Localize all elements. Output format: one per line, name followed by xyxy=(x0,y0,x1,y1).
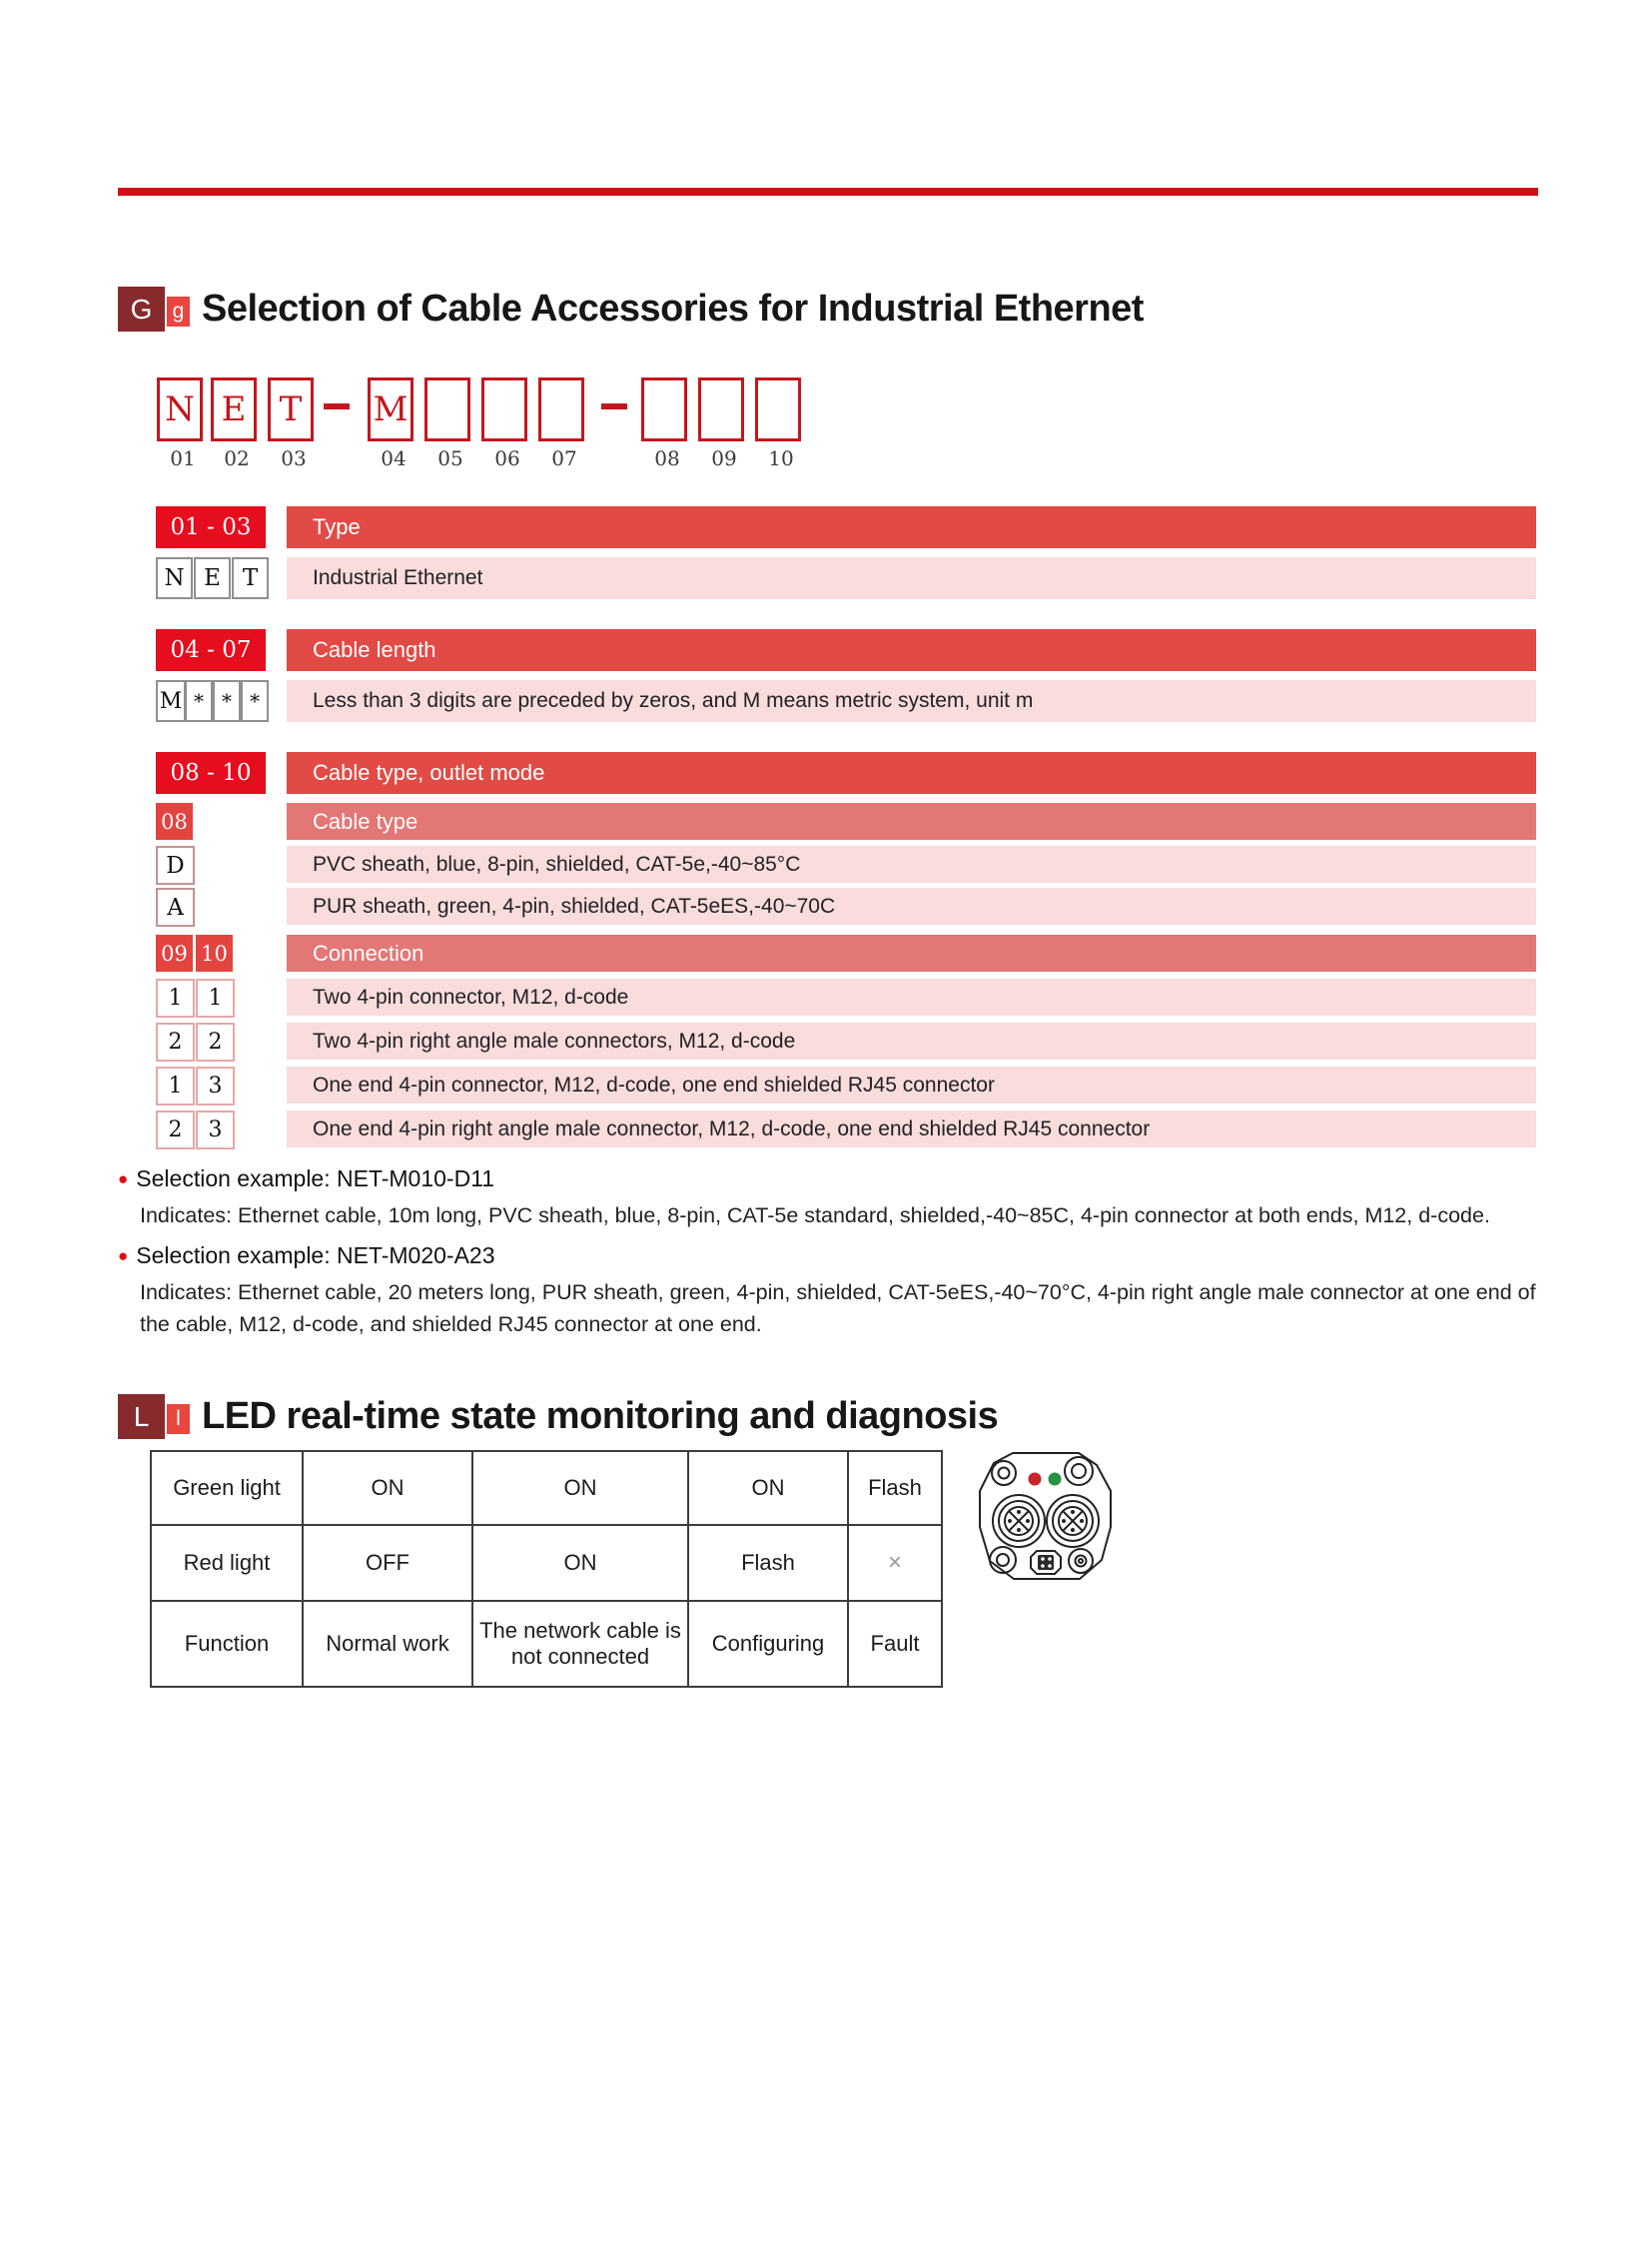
pn-position-label: 04 xyxy=(381,446,407,470)
screw-icon xyxy=(1069,1549,1093,1573)
section2-letter-badge-small: l xyxy=(167,1404,190,1434)
led-cell: Function xyxy=(151,1601,303,1687)
code-box-e: E xyxy=(194,557,231,599)
led-cell-x-mark: × xyxy=(848,1525,942,1601)
table1-range-badge: 01 - 03 xyxy=(156,506,266,548)
cable-type-row-desc: PVC sheath, blue, 8-pin, shielded, CAT-5e,-40~85°C xyxy=(287,846,1536,883)
conn-code-box: 2 xyxy=(196,1023,235,1062)
led-cell: Flash xyxy=(688,1525,848,1601)
pn-box-04 xyxy=(368,377,413,470)
code-box-d: D xyxy=(156,846,195,885)
screw-icon xyxy=(992,1461,1016,1485)
pn-char: T xyxy=(279,389,303,429)
code-box-star: * xyxy=(185,680,213,722)
code-box-m: M xyxy=(156,680,186,722)
table2-row-desc: Less than 3 digits are preceded by zeros, and M means metric system, unit m xyxy=(287,680,1536,722)
table1-row-desc: Industrial Ethernet xyxy=(287,557,1536,599)
sub-badge-10: 10 xyxy=(196,935,233,972)
pn-char: M xyxy=(373,389,409,429)
pn-dash-icon xyxy=(601,403,627,409)
pn-char xyxy=(427,380,467,438)
pn-char: E xyxy=(221,389,247,429)
example-title-text: Selection example: NET-M010-D11 xyxy=(136,1165,495,1191)
sub-badge-09: 09 xyxy=(156,935,193,972)
connection-subheader-bar: Connection xyxy=(287,935,1536,972)
selection-example-2-title xyxy=(118,1242,495,1269)
connection-row-desc: One end 4-pin connector, M12, d-code, one end shielded RJ45 connector xyxy=(287,1067,1536,1104)
led-cell: OFF xyxy=(303,1525,472,1601)
m12-socket-icon xyxy=(1047,1495,1099,1547)
pn-char xyxy=(541,380,581,438)
code-box-star: * xyxy=(241,680,269,722)
pn-char xyxy=(644,380,684,438)
pn-box-10 xyxy=(755,377,801,470)
section1-letter-badge: G xyxy=(118,287,165,332)
led-status-table xyxy=(150,1450,943,1688)
led-cell: ON xyxy=(472,1451,688,1525)
screw-icon xyxy=(1065,1457,1093,1485)
screw-icon xyxy=(990,1547,1016,1573)
pn-char: N xyxy=(165,389,195,429)
code-box-a: A xyxy=(156,888,195,927)
connection-row-desc: Two 4-pin right angle male connectors, M12, d-code xyxy=(287,1023,1536,1060)
aux-port-icon xyxy=(1031,1551,1061,1574)
conn-code-box: 2 xyxy=(156,1111,195,1149)
selection-example-1-description: Indicates: Ethernet cable, 10m long, PVC sheath, blue, 8-pin, CAT-5e standard, shielded,-40~85C, 4-pin connector at both ends, M12, d-code. xyxy=(140,1203,1490,1227)
example-title-text: Selection example: NET-M020-A23 xyxy=(136,1242,495,1268)
connector-diagram xyxy=(975,1448,1117,1590)
conn-code-box: 3 xyxy=(196,1111,235,1149)
led-cell: Fault xyxy=(848,1601,942,1687)
conn-code-box: 3 xyxy=(196,1067,235,1106)
led-table-row xyxy=(151,1601,942,1687)
table2-header-bar: Cable length xyxy=(287,629,1536,671)
led-table-row xyxy=(151,1525,942,1601)
led-cell: Normal work xyxy=(303,1601,472,1687)
pn-position-label: 08 xyxy=(654,446,680,470)
cable-type-row-desc: PUR sheath, green, 4-pin, shielded, CAT-5eES,-40~70C xyxy=(287,888,1536,925)
connection-row-desc: Two 4-pin connector, M12, d-code xyxy=(287,979,1536,1016)
bullet-icon: ● xyxy=(118,1246,129,1265)
table2-range-badge: 04 - 07 xyxy=(156,629,266,671)
table3-header-bar: Cable type, outlet mode xyxy=(287,752,1536,794)
pn-position-label: 02 xyxy=(224,446,250,470)
conn-code-box: 1 xyxy=(156,1067,195,1106)
pn-position-label: 07 xyxy=(551,446,577,470)
pn-box-01 xyxy=(157,377,203,470)
led-cell: ON xyxy=(303,1451,472,1525)
led-cell: ON xyxy=(688,1451,848,1525)
pn-char xyxy=(701,380,741,438)
code-box-t: T xyxy=(232,557,269,599)
code-box-n: N xyxy=(156,557,193,599)
pn-box-09 xyxy=(698,377,744,470)
table1-header-bar: Type xyxy=(287,506,1536,548)
table3-range-badge: 08 - 10 xyxy=(156,752,266,794)
led-cell: Red light xyxy=(151,1525,303,1601)
pn-box-07 xyxy=(538,377,584,470)
m12-socket-icon xyxy=(993,1495,1045,1547)
led-cell: Green light xyxy=(151,1451,303,1525)
pn-char xyxy=(484,380,524,438)
connection-row-desc: One end 4-pin right angle male connector, M12, d-code, one end shielded RJ45 connector xyxy=(287,1111,1536,1147)
pn-position-label: 09 xyxy=(711,446,737,470)
cable-type-subheader-bar: Cable type xyxy=(287,803,1536,840)
pn-position-label: 05 xyxy=(437,446,463,470)
pn-box-03 xyxy=(268,377,314,470)
led-cell: ON xyxy=(472,1525,688,1601)
led-green-icon xyxy=(1049,1473,1062,1486)
pn-dash-icon xyxy=(324,403,350,409)
pn-char xyxy=(758,380,798,438)
conn-code-box: 1 xyxy=(196,979,235,1018)
led-red-icon xyxy=(1029,1473,1042,1486)
conn-code-box: 2 xyxy=(156,1023,195,1062)
pn-box-08 xyxy=(641,377,687,470)
pn-box-02 xyxy=(211,377,257,470)
bullet-icon: ● xyxy=(118,1169,129,1188)
led-table-row xyxy=(151,1451,942,1525)
led-cell: Flash xyxy=(848,1451,942,1525)
led-cell: Configuring xyxy=(688,1601,848,1687)
pn-position-label: 03 xyxy=(281,446,307,470)
selection-example-2-description: Indicates: Ethernet cable, 20 meters long, PUR sheath, green, 4-pin, shielded, CAT-5eES,-40~70°C, 4-pin right angle male connector at one end of the cable, M12, d-code, and shielded RJ45 connector at one end. xyxy=(140,1280,1536,1337)
top-rule-divider xyxy=(118,188,1538,196)
section1-letter-badge-small: g xyxy=(167,297,190,327)
selection-example-1-title xyxy=(118,1165,494,1192)
pn-box-05 xyxy=(424,377,470,470)
section2-title: LED real-time state monitoring and diagnosis xyxy=(202,1395,999,1437)
pn-box-06 xyxy=(481,377,527,470)
pn-position-label: 06 xyxy=(494,446,520,470)
led-cell: The network cable is not connected xyxy=(472,1601,688,1687)
section2-letter-badge: L xyxy=(118,1394,165,1439)
pn-position-label: 10 xyxy=(768,446,794,470)
section1-title: Selection of Cable Accessories for Industrial Ethernet xyxy=(202,288,1144,330)
conn-code-box: 1 xyxy=(156,979,195,1018)
pn-position-label: 01 xyxy=(170,446,196,470)
sub-badge-08: 08 xyxy=(156,803,193,840)
code-box-star: * xyxy=(213,680,241,722)
